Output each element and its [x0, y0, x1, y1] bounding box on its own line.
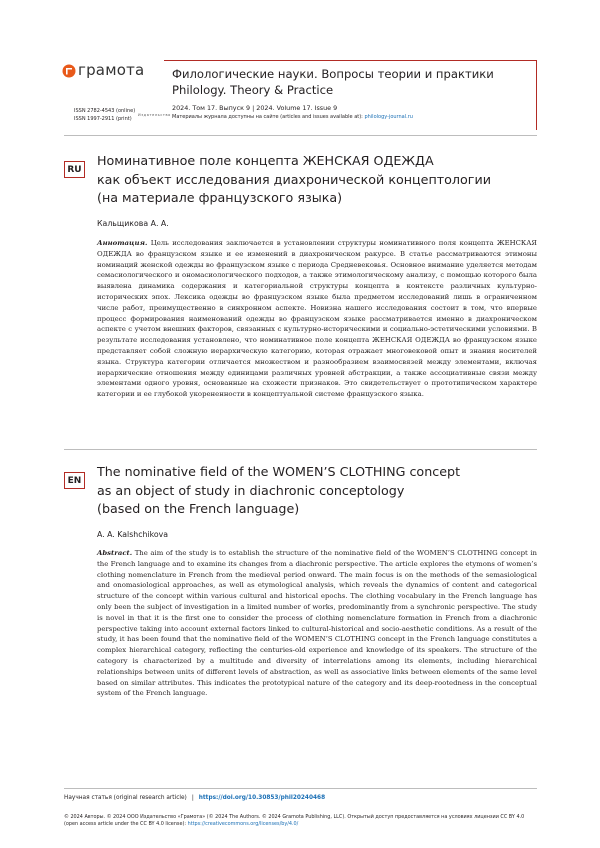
issn-block [74, 108, 135, 123]
en-author: A. A. Kalshchikova [97, 530, 169, 539]
license-text: © 2024 Авторы. © 2024 ООО Издательство «Грамота» (© 2024 The Authors. © 2024 Gramota Publishing, LLC). Открытый доступ предоставляется на условиях лицензии CC BY 4.0 (open access article under the CC BY 4.0 license): [64, 814, 525, 828]
ru-author: Кальщикова А. А. [97, 219, 169, 228]
footer-article-info [64, 795, 325, 801]
footer-divider [64, 788, 537, 789]
journal-title-ru: Филологические науки. Вопросы теории и практики [172, 67, 494, 81]
article-type: Научная статья (original research article) [64, 795, 187, 801]
en-article-title [97, 463, 527, 519]
ru-title-line: (на материале французского языка) [97, 190, 343, 205]
journal-title [172, 66, 494, 98]
header-divider [64, 135, 537, 136]
issn-online: ISSN 2782-4543 (online) [74, 108, 136, 114]
materials-info [172, 114, 413, 120]
footer-separator: | [191, 795, 194, 801]
en-abstract-label: Abstract. [97, 549, 133, 557]
ru-title-line: как объект исследования диахронической концептологии [97, 171, 491, 187]
section-divider [64, 449, 537, 450]
issue-info: 2024. Том 17. Выпуск 9 | 2024. Volume 17. Issue 9 [172, 104, 338, 112]
ru-article-title [97, 152, 527, 208]
en-abstract-text: The aim of the study is to establish the structure of the nominative field of the WOMEN’S CLOTHING concept in the French language and to examine its changes from a diachronic perspective. The article explores the etymons of women’s clothing nomenclature in French from the medieval period onward. The main focus is on the methods of the semasiological and onomasiological approaches, as well as etymological analysis, which reveals the dynamics of content and categorical structure of the concept within various cultural and historical epochs. The clothing vocabulary in the French language has only been the subject of investigation in a limited number of works, predominantly from a synchronic perspective. The study is novel in that it is the first one to consider the process of clothing nomenclature formation in French from a diachronic perspective taking into account external factors linked to cultural-historical and socio-aesthetic conditions. As a result of the study, it has been found that the nominative field of the WOMEN’S CLOTHING concept in the French language constitutes a complex hierarchical category, reflecting the centuries-old experience and knowledge of its speakers. The structure of the category is characterized by a multitude and diversity of interrelations among its elements, including hierarchical relationships between units of different levels of abstraction, as well as associative links between elements of the same level based on similar attributes. This indicates the prototypical nature of the category and its deep-rootedness in the conceptual system of the French language. [97, 549, 537, 698]
materials-text: Материалы журнала доступны на сайте (articles and issues available at): [172, 114, 365, 120]
ru-title-line: Номинативное поле концепта ЖЕНСКАЯ ОДЕЖДА [97, 153, 434, 168]
en-language-badge: EN [64, 472, 85, 489]
gramota-logo-icon [62, 64, 76, 78]
license-link[interactable]: https://creativecommons.org/licenses/by/4.0/ [187, 821, 299, 828]
en-title-line: as an object of study in diachronic conceptology [97, 482, 405, 498]
en-title-line: The nominative field of the WOMEN’S CLOTHING concept [97, 464, 461, 479]
journal-title-en: Philology. Theory & Practice [172, 83, 334, 97]
logo-wordmark: грамота [78, 61, 145, 79]
footer-license [64, 814, 539, 829]
ru-abstract-label: Аннотация. [97, 239, 148, 247]
ru-abstract [97, 238, 537, 400]
en-abstract [97, 548, 537, 699]
ru-abstract-text: Цель исследования заключается в установлении структуры номинативного поля концепта ЖЕНСКАЯ ОДЕЖДА во французском языке и ее изменений в диахроническом ракурсе. В статье рассматриваются этимоны номинаций женской одежды во французском языке с периода Средневековья. Основное внимание уделяется методам семасиологического и ономасиологического подходов, а также этимологическому анализу, с помощью которого была выявлена динамика содержания и категориальной структуры концепта в контексте различных культурно-исторических эпох. Лексика одежды во французском языке была предметом исследований лишь в ограниченном числе работ, преимущественно в синхронном аспекте. Новизна нашего исследования состоит в том, что впервые процесс формирования наименований одежды во французском языке рассматривается именно в диахроническом аспекте с учетом внешних факторов, связанных с культурно-историческими и социально-эстетическими условиями. В результате исследования установлено, что номинативное поле концепта ЖЕНСКАЯ ОДЕЖДА во французском языке представляет собой сложную иерархическую категорию, которая отражает многовековой опыт и знания носителей языка. Структура категории отличается множеством и разнообразием взаимосвязей между элементами, включая иерархические отношения между единицами различных уровней абстракции, а также ассоциативные связи между элементами одного уровня, основанные на схожести признаков. Это свидетельствует о прототипическом характере категории и ее глубокой укорененности в концептуальной системе французского языка. [97, 239, 537, 399]
logo-small-text: Издательство [138, 113, 171, 117]
journal-website-link[interactable]: philology-journal.ru [364, 114, 413, 120]
doi-link[interactable]: https://doi.org/10.30853/phil20240468 [198, 795, 326, 801]
issn-print: ISSN 1997-2911 (print) [74, 115, 132, 122]
ru-language-badge: RU [64, 161, 85, 178]
en-title-line: (based on the French language) [97, 501, 300, 516]
